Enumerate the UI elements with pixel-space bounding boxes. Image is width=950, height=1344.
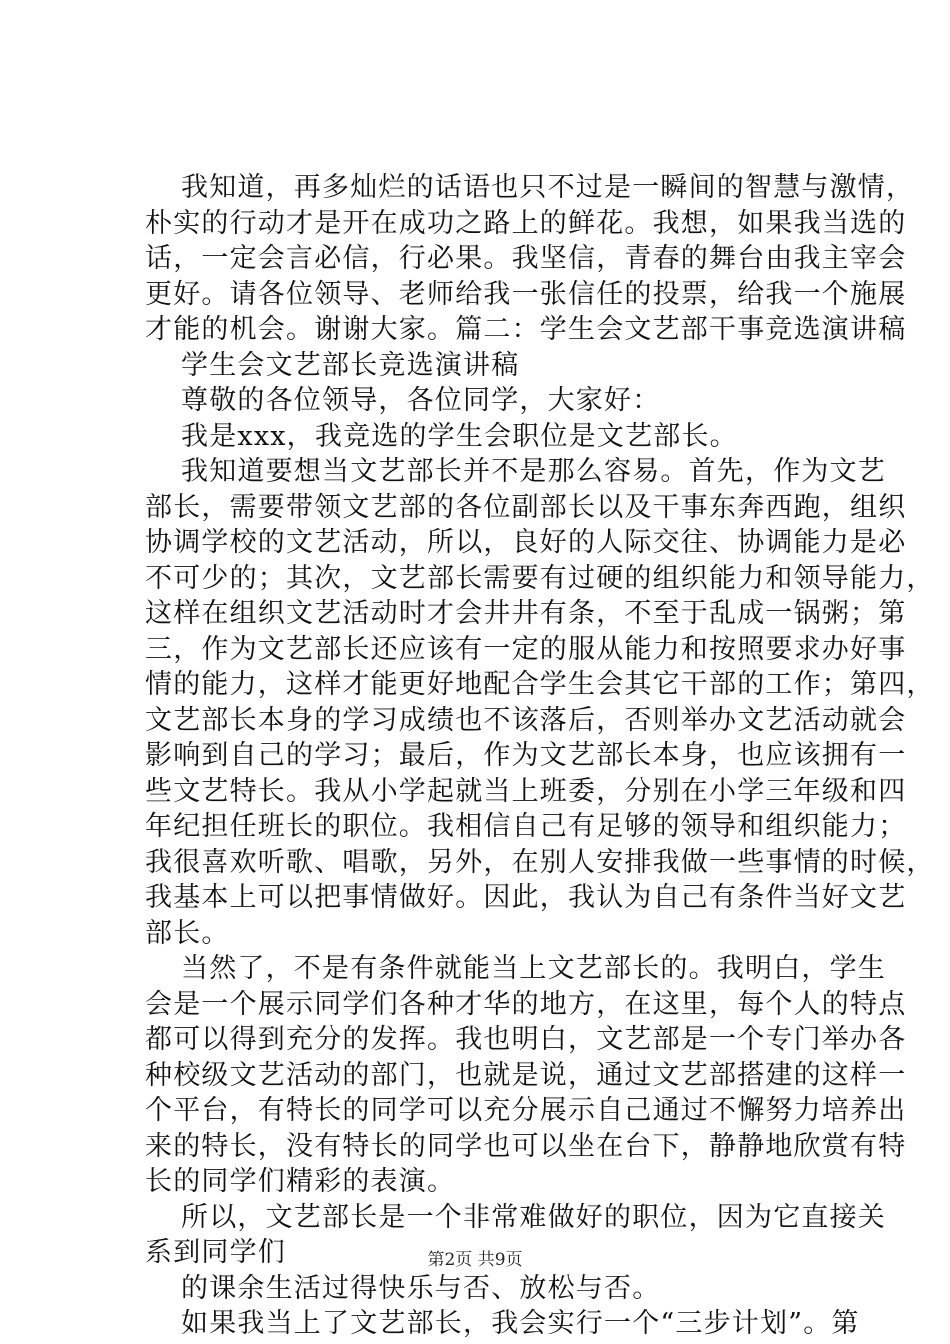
text-line: 如果我当上了文艺部长，我会实行一个“三步计划”。第 — [181, 1308, 860, 1339]
text-line: 部长，需要带领文艺部的各位副部长以及干事东奔西跑，组织 — [145, 491, 907, 523]
text-line: 我很喜欢听歌、唱歌，另外，在别人安排我做一些事情的时候， — [145, 846, 935, 878]
text-line: 都可以得到充分的发挥。我也明白，文艺部是一个专门举办各 — [145, 1024, 907, 1055]
text-line: 朴实的行动才是开在成功之路上的鲜花。我想，如果我当选的 — [145, 207, 907, 239]
text-line: 话，一定会言必信，行必果。我坚信，青春的舞台由我主宰会 — [145, 243, 907, 274]
text-line: 当然了，不是有条件就能当上文艺部长的。我明白，学生 — [181, 953, 886, 984]
text-line: 来的特长，没有特长的同学也可以坐在台下，静静地欣赏有特 — [145, 1130, 907, 1162]
text-line: 我知道，再多灿烂的话语也只不过是一瞬间的智慧与激情， — [181, 172, 915, 203]
text-line: 我基本上可以把事情做好。因此，我认为自己有条件当好文艺 — [145, 882, 907, 913]
text-line: 这样在组织文艺活动时才会井井有条，不至于乱成一锅粥；第 — [145, 598, 907, 629]
text-line: 我知道要想当文艺部长并不是那么容易。首先，作为文艺 — [181, 456, 886, 487]
text-line: 我是xxx，我竞选的学生会职位是文艺部长。 — [181, 420, 738, 452]
text-line: 学生会文艺部长竞选演讲稿 — [181, 349, 520, 381]
text-line: 不可少的；其次，文艺部长需要有过硬的组织能力和领导能力， — [145, 562, 935, 594]
text-line: 的课余生活过得快乐与否、放松与否。 — [181, 1272, 661, 1304]
text-line: 影响到自己的学习；最后，作为文艺部长本身，也应该拥有一 — [145, 740, 907, 771]
page-number-label: 第2页 共9页 — [427, 1250, 523, 1270]
text-line: 个平台，有特长的同学可以充分展示自己通过不懈努力培养出 — [145, 1095, 907, 1126]
text-line: 会是一个展示同学们各种才华的地方，在这里，每个人的特点 — [145, 988, 907, 1020]
text-line: 所以，文艺部长是一个非常难做好的职位，因为它直接关 — [181, 1201, 886, 1233]
text-line: 系到同学们 — [145, 1237, 286, 1268]
text-line: 协调学校的文艺活动，所以，良好的人际交往、协调能力是必 — [145, 527, 907, 558]
text-line: 才能的机会。谢谢大家。篇二：学生会文艺部干事竞选演讲稿 — [145, 314, 907, 345]
text-line: 长的同学们精彩的表演。 — [145, 1166, 456, 1197]
text-line: 些文艺特长。我从小学起就当上班委，分别在小学三年级和四 — [145, 775, 907, 807]
text-line: 年纪担任班长的职位。我相信自己有足够的领导和组织能力； — [145, 811, 907, 842]
document-body — [145, 170, 935, 1342]
page-footer — [0, 1245, 950, 1270]
text-line: 三，作为文艺部长还应该有一定的服从能力和按照要求办好事 — [145, 633, 907, 665]
text-line: 种校级文艺活动的部门，也就是说，通过文艺部搭建的这样一 — [145, 1059, 907, 1091]
text-line: 尊敬的各位领导，各位同学，大家好： — [181, 385, 661, 416]
text-line: 部长。 — [145, 917, 230, 949]
text-line: 情的能力，这样才能更好地配合学生会其它干部的工作；第四， — [145, 669, 935, 700]
text-line: 更好。请各位领导、老师给我一张信任的投票，给我一个施展 — [145, 278, 907, 310]
text-line: 文艺部长本身的学习成绩也不该落后，否则举办文艺活动就会 — [145, 704, 907, 736]
